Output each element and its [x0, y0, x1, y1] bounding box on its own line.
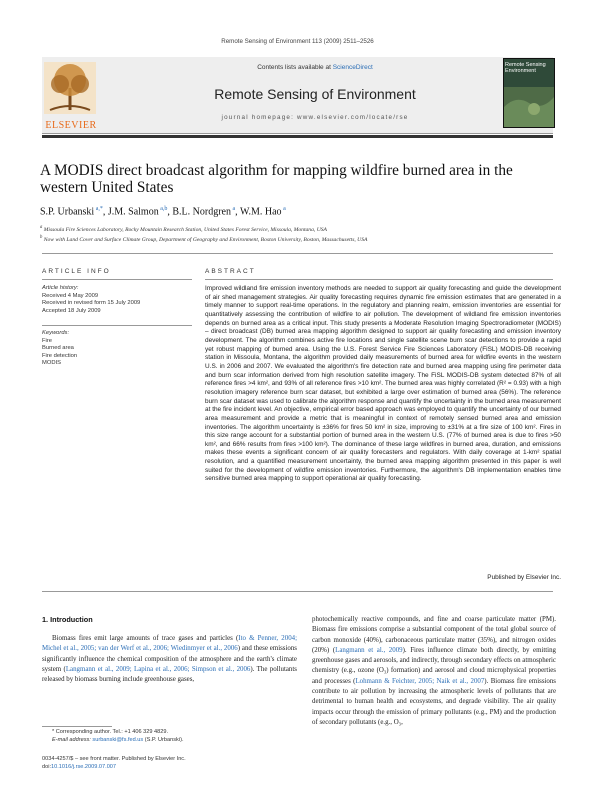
- doi-line: doi:10.1016/j.rse.2009.07.007: [42, 763, 117, 770]
- publisher-logo-text: ELSEVIER: [45, 120, 97, 131]
- author-affiliation-mark[interactable]: a: [230, 206, 236, 212]
- sciencedirect-link[interactable]: ScienceDirect: [332, 64, 373, 71]
- affiliation-b: $^b$ Now with Land Cover and Surface Climate Group, Department of Geography and Environment, Boston University, Boston, Massachusetts, USA: [40, 235, 368, 243]
- author-list: S.P. Urbanski $^{a,*}$, J.M. Salmon $^{a,b}$, B.L. Nordgren $^a$, W.M. Hao $^a$: [40, 206, 286, 218]
- author-affiliation-mark[interactable]: a,*: [94, 206, 103, 212]
- cover-title: Remote Sensing Environment: [505, 62, 546, 74]
- keyword: Fire detection: [42, 352, 78, 359]
- body-text: ). Fires influence climate both directly, by emitting greenhouse gases and aerosols, and indirectly, through secondary effects on atmospheric chemistry (e.g., ozone (O₃) formation) and aerosol and cloud microphysical properties and processes (: [312, 646, 556, 685]
- body-text: ). Biomass fire emissions contribute to air pollution by increasing the atmospheric levels of pollutants that are detrimental to human health and ecosystems, and degrade visibility. The air quality impacts occur through the emission of primary pollutants (e.g., PM) and the production of secondary pollutants (e.g., O₃,: [312, 677, 556, 726]
- keywords: [42, 330, 192, 368]
- body-text: ) and these emissions significantly influence the chemical composition of the atmosphere and the earth's climate system (: [42, 645, 297, 673]
- body-text: ). The pollutants released by biomass burning include greenhouse gases,: [42, 665, 297, 684]
- keyword: Burned area: [42, 345, 74, 352]
- history-item: Received 4 May 2009: [42, 292, 99, 299]
- citation-link[interactable]: Ito & Penner, 2004; Michel et al., 2005; van der Werf et al., 2006; Wiedinmyer et al., 2006: [42, 635, 297, 653]
- doi-link[interactable]: 10.1016/j.rse.2009.07.007: [51, 763, 117, 770]
- author-name: W.M. Hao: [239, 206, 282, 218]
- history-item: Accepted 18 July 2009: [42, 307, 101, 314]
- divider: [42, 279, 192, 280]
- abstract-heading: ABSTRACT: [205, 268, 256, 275]
- section-heading-introduction: 1. Introduction: [42, 615, 93, 624]
- divider: [205, 279, 553, 280]
- history-label: Article history:: [42, 285, 79, 291]
- citation-link[interactable]: Langmann et al., 2009: [335, 646, 403, 654]
- email-line: E-mail address: surbanski@fs.fed.us (S.P. Urbanski).: [52, 736, 184, 743]
- article-info-heading: ARTICLE INFO: [42, 268, 111, 275]
- body-column-left: [42, 634, 297, 685]
- corresponding-author-note: * Corresponding author. Tel.: +1 406 329 4829.: [52, 729, 169, 735]
- article-history: [42, 285, 192, 315]
- divider: [42, 253, 553, 254]
- footnote: [52, 729, 292, 745]
- article-title: A MODIS direct broadcast algorithm for mapping wildfire burned area in the western United States: [40, 162, 513, 196]
- citation-link[interactable]: Lohmann & Feichter, 2005; Naik et al., 2007: [355, 677, 485, 685]
- copyright-block: [42, 756, 292, 772]
- author-name: B.L. Nordgren: [172, 206, 231, 218]
- journal-name: Remote Sensing of Environment: [214, 86, 416, 102]
- author-name: S.P. Urbanski: [40, 206, 95, 218]
- footnote-rule: [42, 726, 112, 727]
- affiliation-a: $^a$ Missoula Fire Sciences Laboratory, Rocky Mountain Research Station, United States Forest Service, Missoula, Montana, USA: [40, 225, 327, 233]
- header-divider: [42, 135, 553, 138]
- divider: [42, 591, 553, 592]
- history-item: Received in revised form 15 July 2009: [42, 300, 141, 307]
- issn-line: 0034-4257/$ – see front matter. Published by Elsevier Inc.: [42, 756, 186, 762]
- email-link[interactable]: surbanski@fs.fed.us: [92, 736, 144, 743]
- journal-homepage[interactable]: journal homepage: www.elsevier.com/locate/rse: [221, 114, 409, 121]
- body-column-right: [312, 615, 556, 728]
- body-text: photochemically reactive compounds, and fine and coarse particulate matter (PM). Biomass fire emissions comprise a substantial component of the total global source of carbon monoxide (40%), carbonaceous particulate matter (35%), and nitrogen oxides (20%) (: [312, 616, 556, 654]
- running-head: Remote Sensing of Environment 113 (2009) 2511–2526: [221, 38, 374, 45]
- citation-link[interactable]: Langmann et al., 2009; Lapina et al., 2006; Simpson et al., 2006: [65, 665, 251, 673]
- contents-lists-line: Contents lists available at ScienceDirect: [257, 64, 373, 71]
- divider: [42, 325, 192, 326]
- keyword: MODIS: [42, 360, 62, 367]
- keyword: Fire: [42, 337, 52, 344]
- author-affiliation-mark[interactable]: a: [281, 206, 286, 212]
- keywords-label: Keywords:: [42, 330, 70, 336]
- abstract-text: Improved wildland fire emission inventory methods are needed to support air quality forecasting and guide the development of air shed management strategies. Air quality forecasting requires dynamic fire emission estimates that are generated in a timely manner to support real-time operations. In the regulatory and planning realm, emission inventories are essential for quantitatively assessing the contribution of wildfire to air pollution. The development of wildland fire emission inventories depends on burned area as a critical input. This study presents a Moderate Resolution Imaging Spectroradiometer (MODIS) – direct broadcast (DB) burned area mapping algorithm designed to support air quality forecasting and emission inventory development. The algorithm combines active fire locations and single satellite scene burn scar detections to provide a rapid yet robust mapping of burned area. Using the U.S. Forest Service Fire Sciences Laboratory (FiSL) MODIS-DB receiving station in Missoula, Montana, the algorithm provided daily measurements of burned area for wildfire events in the western U.S. in 2006 and 2007. We evaluated the algorithm's fire detection rate and burned area mapping using fire perimeter data and burn scar information derived from high resolution satellite imagery. The FiSL MODIS-DB system detected 87% of all reference fires >4 km², and 93% of all reference fires >10 km². The burned area was highly correlated (R² = 0.93) with a high resolution imagery reference burn scar dataset, but exhibited a large over estimation of burned area (56%). The reference burn scar dataset was used to calibrate the algorithm response and quantify the uncertainty in the burned area measurement at the fire incident level. An objective, empirical error based approach was employed to quantify the uncertainty of our burned area measurement and provide a metric that is meaningful in context of remotely sensed burned area and emission inventories. The algorithm uncertainty is ±36% for fires 50 km² in size, improving to ±31% at a fire size of 100 km². Fires in this size range account for a substantial portion of burned area in the western U.S. (77% of burned area is due to fires >50 km², and 66% results from fires >100 km²). The dominance of these large wildfires in burned area, duration, and emissions makes these events a significant concern of air quality forecasters and regulators. With daily coverage at 1-km² spatial resolution, and a quantified measurement uncertainty, the burned area mapping algorithm presented in this paper is well suited for the development of wildfire emission inventories. Furthermore, the algorithm's DB implementation enables time sensitive burned area mapping to support operational air quality forecasting.: [205, 285, 561, 483]
- author-name: J.M. Salmon: [107, 206, 159, 218]
- published-by: Published by Elsevier Inc.: [487, 574, 561, 581]
- body-text: Biomass fires emit large amounts of trace gases and particles (: [52, 635, 239, 642]
- author-affiliation-mark[interactable]: a,b: [158, 206, 168, 212]
